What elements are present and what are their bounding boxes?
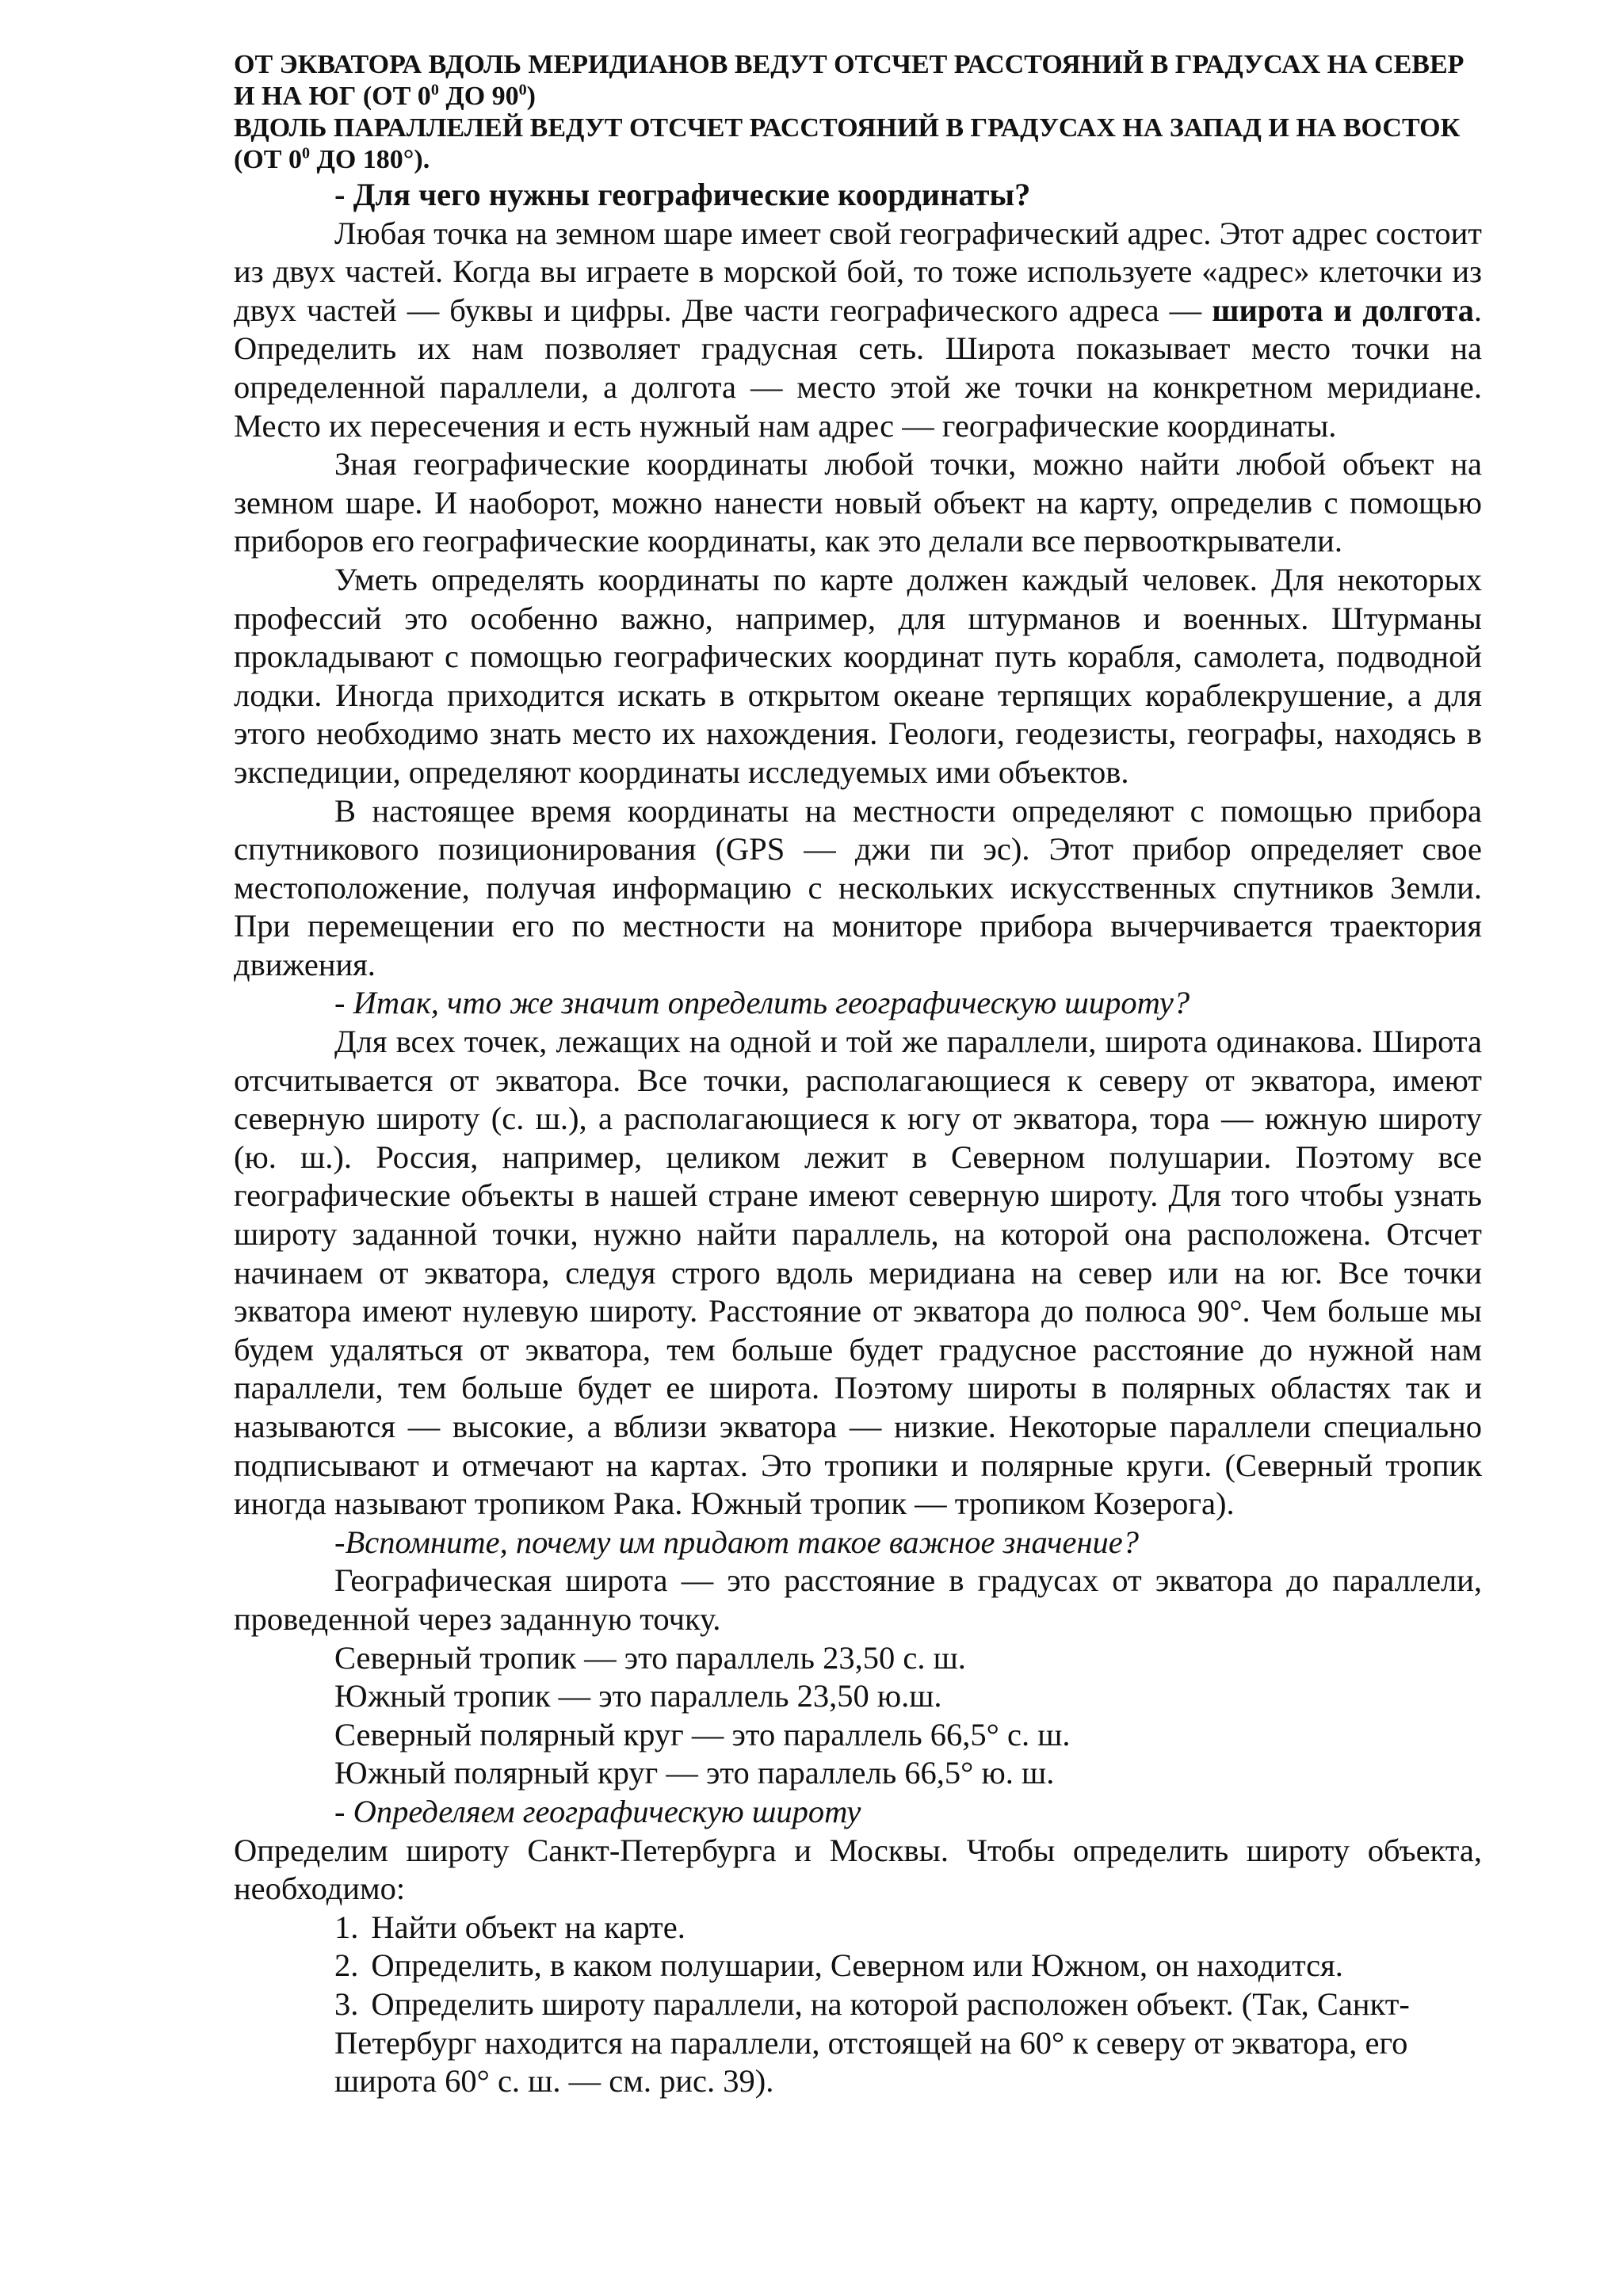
document-page [234, 49, 1482, 2101]
paragraph-latitude: Для всех точек, лежащих на одной и той же параллели, широта одинакова. Широта отсчитывается от экватора. Все точки, располагающиеся к северу от экватора, имеют северную широту (с. ш.), а располагающиеся к югу от экватора, тора — южную широту (ю. ш.). Россия, например, целиком лежит в Северном полушарии. Поэтому все географические объекты в нашей стране имеют северную широту. Для того чтобы узнать широту заданной точки, нужно найти параллель, на которой она расположена. Отсчет начинаем от экватора, следуя строго вдоль меридиана на север или на юг. Все точки экватора имеют нулевую широту. Расстояние от экватора до полюса 90°. Чем больше мы будем удаляться от экватора, тем больше будет градусное расстояние до нужной нам параллели, тем больше будет ее широта. Поэтому широты в полярных областях так и называются — высокие, а вблизи экватора — низкие. Некоторые параллели специально подписывают и отмечают на картах. Это тропики и полярные круги. (Северный тропик иногда называют тропиком Рака. Южный тропик — тропиком Козерога). [234, 1024, 1482, 1522]
question-determine-latitude: - Определяем географическую широту [334, 1793, 861, 1829]
line-south-tropic: Южный тропик — это параллель 23,50 ю.ш. [334, 1678, 942, 1714]
question-why-coordinates: - Для чего нужны географические координаты? [334, 177, 1031, 212]
paragraph-task: Определим широту Санкт-Петербурга и Москвы. Чтобы определить широту объекта, необходимо: [234, 1832, 1482, 1907]
line-antarctic-circle: Южный полярный круг — это параллель 66,5° ю. ш. [334, 1755, 1055, 1791]
list-item: 1. Найти объект на карте. [334, 1909, 685, 1945]
question-latitude: - Итак, что же значит определить географическую широту? [334, 985, 1190, 1021]
paragraph-knowing-coordinates: Зная географические координаты любой точки, можно найти любой объект на земном шаре. И наоборот, можно нанести новый объект на карту, определив с помощью приборов его географические координаты, как это делали все первооткрыватели. [234, 446, 1482, 559]
steps-list [234, 1909, 1482, 2101]
paragraph-address: Любая точка на земном шаре имеет свой географический адрес. Этот адрес состоит из двух частей. Когда вы играете в морской бой, то тоже используете «адрес» клеточки из двух частей — буквы и цифры. Две части географического адреса — широта и долгота. Определить их нам позволяет градусная сеть. Широта показывает место точки на определенной параллели, а долгота — место этой же точки на конкретном меридиане. Место их пересечения и есть нужный нам адрес — географические координаты. [234, 215, 1482, 444]
heading-meridians: ОТ ЭКВАТОРА ВДОЛЬ МЕРИДИАНОВ ВЕДУТ ОТСЧЕТ РАССТОЯНИЙ В ГРАДУСАХ НА СЕВЕР И НА ЮГ (ОТ $0^0$ ДО $90^0$) [234, 50, 1465, 111]
line-north-tropic: Северный тропик — это параллель 23,50 с. ш. [334, 1639, 966, 1676]
bold-latitude-longitude: широта и долгота [1212, 292, 1474, 328]
paragraph-gps: В настоящее время координаты на местности определяют с помощью прибора спутникового позиционирования (GPS — джи пи эс). Этот прибор определяет свое местоположение, получая информацию с нескольких искусственных спутников Земли. При перемещении его по местности на мониторе прибора вычерчивается траектория движения. [234, 792, 1482, 982]
list-item: 2. Определить, в каком полушарии, Северном или Южном, он находится. [334, 1947, 1343, 1984]
list-item: 3. Определить широту параллели, на которой расположен объект. (Так, Санкт-Петербург находится на параллели, отстоящей на 60° к северу от экватора, его широта 60° с. ш. — см. рис. 39). [334, 1985, 1410, 2100]
heading-parallels: ВДОЛЬ ПАРАЛЛЕЛЕЙ ВЕДУТ ОТСЧЕТ РАССТОЯНИЙ В ГРАДУСАХ НА ЗАПАД И НА ВОСТОК (ОТ $0^0$ ДО 180°). [234, 113, 1461, 174]
line-arctic-circle: Северный полярный круг — это параллель 66,5° с. ш. [334, 1716, 1071, 1753]
paragraph-professions: Уметь определять координаты по карте должен каждый человек. Для некоторых профессий это особенно важно, например, для штурманов и военных. Штурманы прокладывают с помощью географических координат путь корабля, самолета, подводной лодки. Иногда приходится искать в открытом океане терпящих кораблекрушение, а для этого необходимо знать место их нахождения. Геологи, геодезисты, географы, находясь в экспедиции, определяют координаты исследуемых ими объектов. [234, 561, 1482, 790]
paragraph-definition: Географическая широта — это расстояние в градусах от экватора до параллели, проведенной через заданную точку. [234, 1562, 1482, 1637]
question-remember: -Вспомните, почему им придают такое важное значение? [334, 1524, 1140, 1560]
